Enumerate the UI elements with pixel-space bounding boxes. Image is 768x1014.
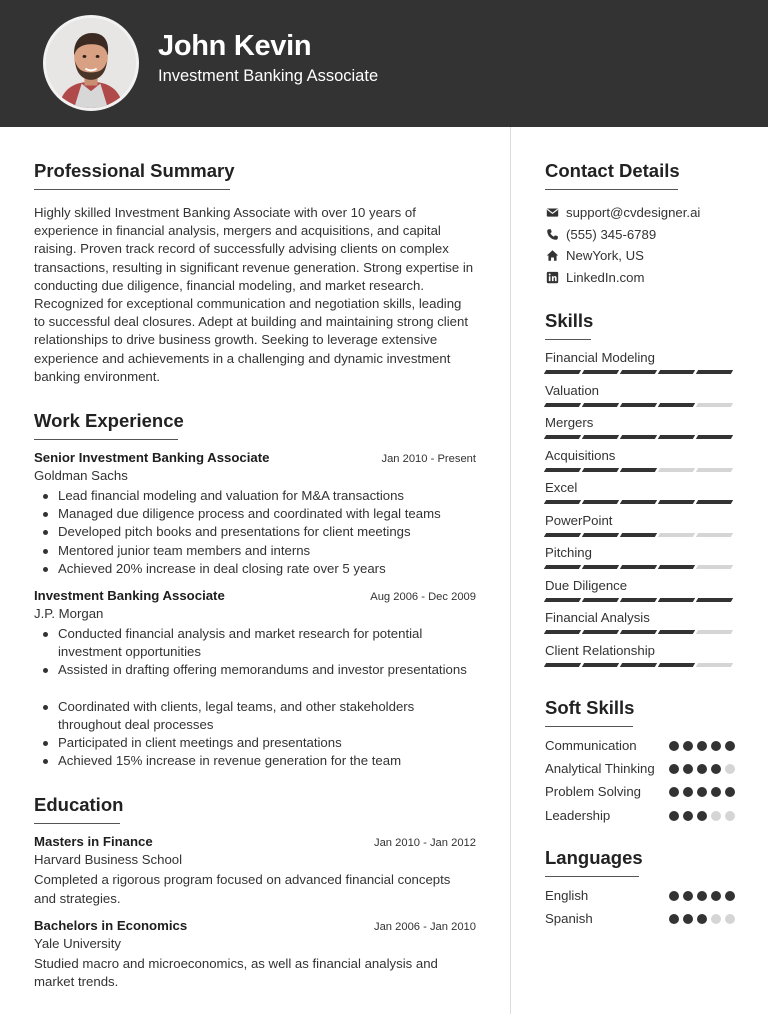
- rating-dots: [669, 741, 735, 751]
- education-section: [34, 794, 476, 991]
- rating-dot-filled: [711, 891, 721, 901]
- skill-level-bar: [545, 468, 735, 472]
- skill-segment-filled: [620, 500, 657, 504]
- skill-segment-empty: [696, 565, 733, 569]
- rating-dot-empty: [711, 914, 721, 924]
- skill-level-bar: [545, 663, 735, 667]
- rating-dot-filled: [683, 764, 693, 774]
- skill-item: [545, 383, 735, 416]
- skill-level-bar: [545, 533, 735, 537]
- skill-segment-filled: [582, 598, 619, 602]
- skill-name: Client Relationship: [545, 642, 655, 658]
- skill-segment-empty: [696, 663, 733, 667]
- rating-dot-filled: [697, 891, 707, 901]
- rating-dot-filled: [725, 741, 735, 751]
- skill-segment-filled: [620, 533, 657, 537]
- soft-skill-item-label: Problem Solving: [545, 784, 642, 800]
- skill-segment-filled: [696, 435, 733, 439]
- skill-segment-filled: [582, 663, 619, 667]
- skill-segment-empty: [696, 468, 733, 472]
- list-item: Achieved 15% increase in revenue generation for the team: [34, 752, 476, 770]
- skill-segment-empty: [696, 630, 733, 634]
- email-text: support@cvdesigner.ai: [566, 205, 701, 221]
- skill-segment-filled: [658, 370, 695, 374]
- list-item: Participated in client meetings and presentations: [34, 734, 476, 752]
- skill-segment-empty: [658, 533, 695, 537]
- job-company: J.P. Morgan: [34, 606, 104, 622]
- rating-dot-filled: [725, 891, 735, 901]
- rating-dot-empty: [711, 811, 721, 821]
- skill-segment-filled: [696, 370, 733, 374]
- candidate-title: Investment Banking Associate: [158, 67, 379, 85]
- skill-segment-filled: [658, 663, 695, 667]
- linkedin-icon: [545, 270, 559, 284]
- heading-underline: [34, 823, 120, 824]
- phone-icon: [545, 227, 559, 241]
- list-item: Lead financial modeling and valuation for M&A transactions: [34, 487, 476, 505]
- skill-segment-filled: [544, 435, 581, 439]
- sidebar-column: [545, 160, 735, 933]
- rating-dots: [669, 764, 735, 774]
- profile-photo: [43, 15, 139, 111]
- skill-segment-filled: [658, 630, 695, 634]
- summary-text: Highly skilled Investment Banking Associate with over 10 years of experience in financial analysis, mergers and acquisitions, and capital raising. Proven track record of successfully advising clients on complex transactions, resulting in significant revenue generation. Strong expertise in conducting due diligence, financial modeling, and market research. Recognized for exceptional communication and negotiation skills, leading to successful deal closures. Adept at building and maintaining strong client relationships to drive business growth. Seeking to leverage extensive experience and achievements in a challenging and dynamic investment banking environment.: [34, 205, 474, 384]
- skill-segment-empty: [696, 403, 733, 407]
- skill-segment-filled: [544, 500, 581, 504]
- rating-dot-empty: [725, 811, 735, 821]
- skills-section: [545, 310, 735, 675]
- rating-dot-filled: [697, 914, 707, 924]
- skill-segment-filled: [582, 630, 619, 634]
- rating-dot-filled: [683, 787, 693, 797]
- skill-segment-filled: [544, 598, 581, 602]
- skill-name: Valuation: [545, 382, 600, 398]
- list-item: Conducted financial analysis and market research for potential investment opportunities: [34, 625, 476, 661]
- job-entry: [34, 450, 476, 578]
- skill-segment-filled: [582, 500, 619, 504]
- section-heading: Languages: [545, 846, 643, 868]
- phone-text: (555) 345-6789: [566, 226, 657, 242]
- list-item: Developed pitch books and presentations for client meetings: [34, 523, 476, 541]
- rating-dot-filled: [683, 741, 693, 751]
- heading-underline: [545, 339, 591, 340]
- skill-level-bar: [545, 403, 735, 407]
- skill-segment-filled: [582, 370, 619, 374]
- section-heading: Professional Summary: [34, 160, 235, 181]
- rating-dot-filled: [683, 914, 693, 924]
- skill-segment-filled: [582, 533, 619, 537]
- skill-name: PowerPoint: [545, 512, 613, 528]
- rating-dots: [669, 787, 735, 797]
- soft-skill-item: [545, 783, 735, 801]
- candidate-name: John Kevin: [158, 30, 312, 62]
- skill-segment-filled: [582, 403, 619, 407]
- skill-item: [545, 610, 735, 643]
- school-name: Harvard Business School: [34, 852, 183, 868]
- language-item-label: Spanish: [545, 911, 593, 927]
- job-role: Senior Investment Banking Associate: [34, 450, 270, 466]
- languages-list: [545, 887, 735, 928]
- heading-underline: [34, 189, 230, 190]
- skill-segment-filled: [696, 598, 733, 602]
- skill-level-bar: [545, 598, 735, 602]
- skill-level-bar: [545, 435, 735, 439]
- job-company: Goldman Sachs: [34, 468, 128, 484]
- skill-segment-filled: [696, 500, 733, 504]
- rating-dot-filled: [669, 741, 679, 751]
- skill-level-bar: [545, 500, 735, 504]
- job-date: Jan 2010 - Present: [381, 453, 476, 466]
- rating-dot-filled: [697, 764, 707, 774]
- education-description: Completed a rigorous program focused on advanced financial concepts and strategies.: [34, 872, 451, 906]
- skill-segment-filled: [582, 435, 619, 439]
- skill-segment-filled: [658, 500, 695, 504]
- skill-segment-filled: [544, 403, 581, 407]
- skill-item: [545, 415, 735, 448]
- rating-dot-filled: [697, 741, 707, 751]
- home-icon: [545, 249, 559, 263]
- rating-dot-filled: [683, 811, 693, 821]
- skill-segment-filled: [544, 533, 581, 537]
- rating-dot-filled: [669, 787, 679, 797]
- rating-dot-filled: [669, 811, 679, 821]
- skill-segment-filled: [620, 630, 657, 634]
- skill-item: [545, 480, 735, 513]
- rating-dots: [669, 914, 735, 924]
- job-date: Aug 2006 - Dec 2009: [370, 591, 476, 604]
- resume-header: [0, 0, 768, 127]
- column-divider: [510, 127, 511, 1014]
- list-item: Mentored junior team members and interns: [34, 542, 476, 560]
- skill-name: Due Diligence: [545, 577, 628, 593]
- skill-segment-filled: [658, 403, 695, 407]
- skill-name: Financial Analysis: [545, 610, 650, 625]
- soft-skill-item-label: Leadership: [545, 807, 611, 823]
- contact-location: [545, 245, 735, 267]
- skill-name: Mergers: [545, 415, 594, 430]
- list-item: Achieved 20% increase in deal closing rate over 5 years: [34, 560, 476, 578]
- rating-dot-filled: [669, 764, 679, 774]
- skill-segment-empty: [658, 468, 695, 472]
- school-name: Yale University: [34, 935, 121, 951]
- rating-dot-filled: [697, 787, 707, 797]
- language-item: [545, 887, 735, 905]
- skill-segment-filled: [582, 565, 619, 569]
- skill-segment-filled: [658, 598, 695, 602]
- skill-item: [545, 350, 735, 383]
- languages-section: [545, 847, 735, 928]
- job-bullets: [34, 487, 476, 578]
- list-item: Assisted in drafting offering memorandums and investor presentations: [34, 661, 476, 679]
- skill-level-bar: [545, 630, 735, 634]
- heading-underline: [545, 189, 678, 190]
- rating-dots: [669, 891, 735, 901]
- skill-segment-filled: [620, 435, 657, 439]
- soft-skill-item-label: Analytical Thinking: [545, 761, 655, 777]
- heading-underline: [545, 726, 633, 727]
- language-item-label: English: [545, 887, 589, 903]
- contact-phone[interactable]: [545, 224, 735, 246]
- skill-name: Acquisitions: [545, 447, 616, 463]
- list-item: Managed due diligence process and coordinated with legal teams: [34, 505, 476, 523]
- skill-item: [545, 545, 735, 578]
- skill-segment-filled: [658, 435, 695, 439]
- education-description: Studied macro and microeconomics, as well as financial analysis and market trends.: [34, 955, 438, 990]
- rating-dot-filled: [683, 891, 693, 901]
- contact-email[interactable]: [545, 202, 735, 224]
- skill-segment-filled: [544, 565, 581, 569]
- section-heading: Skills: [545, 310, 594, 331]
- skill-segment-filled: [658, 565, 695, 569]
- soft-skill-item: [545, 807, 735, 825]
- skill-segment-filled: [544, 663, 581, 667]
- contact-linkedin[interactable]: [545, 267, 735, 289]
- rating-dot-filled: [725, 787, 735, 797]
- rating-dot-filled: [669, 891, 679, 901]
- job-entry: [34, 588, 476, 770]
- soft-skill-item-label: Communication: [545, 738, 637, 753]
- rating-dot-empty: [725, 764, 735, 774]
- job-role: Investment Banking Associate: [34, 588, 225, 604]
- skill-segment-filled: [620, 565, 657, 569]
- section-heading: Work Experience: [34, 410, 184, 432]
- section-heading: Soft Skills: [545, 697, 635, 718]
- skill-segment-filled: [544, 630, 581, 634]
- list-item: Coordinated with clients, legal teams, and other stakeholders throughout deal processes: [34, 698, 476, 734]
- skills-list: [545, 350, 735, 675]
- section-heading: Education: [34, 794, 124, 816]
- language-item: [545, 910, 735, 928]
- skill-segment-filled: [620, 468, 657, 472]
- skill-segment-filled: [582, 468, 619, 472]
- skill-item: [545, 578, 735, 611]
- rating-dot-empty: [725, 914, 735, 924]
- rating-dots: [669, 811, 735, 821]
- heading-underline: [545, 876, 639, 877]
- skill-level-bar: [545, 370, 735, 374]
- rating-dot-filled: [711, 787, 721, 797]
- section-heading: Contact Details: [545, 160, 680, 181]
- degree-name: Bachelors in Economics: [34, 917, 188, 933]
- soft-skill-item: [545, 737, 735, 755]
- skill-name: Pitching: [545, 545, 592, 560]
- skill-segment-empty: [696, 533, 733, 537]
- skill-name: Financial Modeling: [545, 350, 655, 365]
- education-date: Jan 2010 - Jan 2012: [373, 837, 476, 850]
- skill-segment-filled: [620, 370, 657, 374]
- linkedin-text: LinkedIn.com: [566, 269, 645, 285]
- soft-skills-section: [545, 697, 735, 825]
- soft-skills-list: [545, 737, 735, 825]
- summary-section: [34, 160, 476, 386]
- skill-name: Excel: [545, 480, 578, 495]
- location-text: NewYork, US: [566, 248, 644, 264]
- skill-item: [545, 643, 735, 676]
- skill-item: [545, 513, 735, 546]
- heading-underline: [34, 439, 178, 440]
- skill-segment-filled: [544, 468, 581, 472]
- education-entry: [34, 834, 476, 907]
- envelope-icon: [545, 206, 559, 220]
- work-section: [34, 410, 476, 770]
- job-bullets: [34, 625, 476, 770]
- education-entry: [34, 918, 476, 991]
- contact-section: [545, 160, 735, 288]
- skill-level-bar: [545, 565, 735, 569]
- skill-segment-filled: [620, 403, 657, 407]
- education-date: Jan 2006 - Jan 2010: [373, 920, 476, 933]
- rating-dot-filled: [711, 764, 721, 774]
- rating-dot-filled: [669, 914, 679, 924]
- skill-segment-filled: [544, 370, 581, 374]
- soft-skill-item: [545, 760, 735, 778]
- skill-segment-filled: [620, 598, 657, 602]
- rating-dot-filled: [697, 811, 707, 821]
- skill-segment-filled: [620, 663, 657, 667]
- main-column: [34, 160, 476, 991]
- rating-dot-filled: [711, 741, 721, 751]
- skill-item: [545, 448, 735, 481]
- degree-name: Masters in Finance: [34, 834, 153, 850]
